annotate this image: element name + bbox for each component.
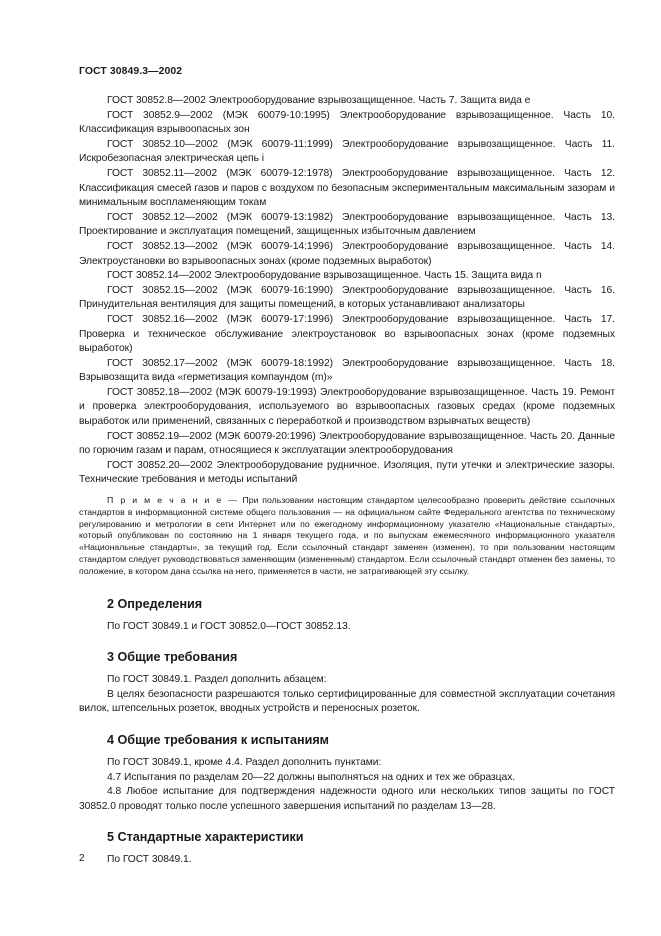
ref-item: ГОСТ 30852.18—2002 (МЭК 60079-19:1993) Электрооборудование взрывозащищенное. Часть 19. Ремонт и проверка электрооборудования, используемого во взрывоопасных газовых средах (кроме подземных выработок или применений, связанных с переработкой и производством взрывчатых веществ) — [79, 386, 615, 428]
ref-item: ГОСТ 30852.13—2002 (МЭК 60079-14:1996) Электрооборудование взрывозащищенное. Часть 14. Электроустановки во взрывоопасных зонах (кроме подземных выработок) — [79, 240, 615, 267]
document-header: ГОСТ 30849.3—2002 — [79, 66, 183, 77]
ref-item: ГОСТ 30852.9—2002 (МЭК 60079-10:1995) Электрооборудование взрывозащищенное. Часть 10. Классификация взрывоопасных зон — [79, 109, 615, 136]
section-4-text: 4.8 Любое испытание для подтверждения надежности одного или нескольких типов защиты по ГОСТ 30852.0 проводят только после успешного завершения испытаний по разделам 13—28. — [79, 786, 615, 812]
section-4-text: По ГОСТ 30849.1, кроме 4.4. Раздел дополнить пунктами: — [107, 756, 382, 768]
page-number: 2 — [79, 853, 85, 864]
section-4-title: 4 Общие требования к испытаниям — [107, 732, 329, 747]
ref-item: ГОСТ 30852.8—2002 Электрооборудование взрывозащищенное. Часть 7. Защита вида е — [107, 95, 531, 106]
section-3-title: 3 Общие требования — [107, 650, 238, 665]
ref-item: ГОСТ 30852.20—2002 Электрооборудование рудничное. Изоляция, пути утечки и электрические зазоры. Технические требования и методы испытаний — [79, 459, 615, 486]
ref-item: ГОСТ 30852.16—2002 (МЭК 60079-17:1996) Электрооборудование взрывозащищенное. Часть 17. Проверка и техническое обслуживание электроустановок во взрывоопасных зонах (кроме подземных выработок) — [79, 313, 615, 355]
ref-item: ГОСТ 30852.14—2002 Электрооборудование взрывозащищенное. Часть 15. Защита вида n — [107, 270, 542, 282]
ref-item: ГОСТ 30852.15—2002 (МЭК 60079-16:1990) Электрооборудование взрывозащищенное. Часть 16. Принудительная вентиляция для защиты помещений, в которых устанавливают анализаторы — [79, 284, 615, 311]
section-3-text: По ГОСТ 30849.1. Раздел дополнить абзацем: — [107, 674, 327, 686]
ref-item: ГОСТ 30852.17—2002 (МЭК 60079-18:1992) Электрооборудование взрывозащищенное. Часть 18. Взрывозащита вида «герметизация компаундом (m)» — [79, 357, 615, 384]
section-2-text: По ГОСТ 30849.1 и ГОСТ 30852.0—ГОСТ 30852.13. — [107, 620, 351, 632]
ref-item: ГОСТ 30852.10—2002 (МЭК 60079-11:1999) Электрооборудование взрывозащищенное. Часть 11. Искробезопасная электрическая цепь i — [79, 138, 615, 165]
ref-item: ГОСТ 30852.11—2002 (МЭК 60079-12:1978) Электрооборудование взрывозащищенное. Часть 12. Классификация смесей газов и паров с воздухом по безопасным экспериментальным максимальным зазорам и минимальным воспламеняющим токам — [79, 167, 615, 209]
section-2-title: 2 Определения — [107, 596, 203, 611]
page-body — [79, 94, 615, 868]
note — [79, 495, 615, 578]
section-5-title: 5 Стандартные характеристики — [107, 830, 304, 845]
ref-item: ГОСТ 30852.19—2002 (МЭК 60079-20:1996) Электрооборудование взрывозащищенное. Часть 20. Данные по горючим газам и парам, относящиеся к эксплуатации электрооборудования — [79, 430, 615, 457]
note-text: При пользовании настоящим стандартом целесообразно проверить действие ссылочных стандартов в информационной системе общего пользования — на официальном сайте Федерального агентства по техническому регулированию и метрологии в сети Интернет или по ежегодному информационному указателю «Национальные стандарты», который опубликован по состоянию на 1 января текущего года, и по выпускам ежемесячного информационного указателя «Национальные стандарты», за текущий год. Если ссылочный стандарт заменен (изменен), то при пользовании настоящим стандартом следует руководствоваться заменяющим (измененным) стандартом. Если ссылочный стандарт отменен без замены, то положение, в котором дана ссылка на него, применяется в части, не затрагивающей эту ссылку. — [79, 495, 615, 576]
section-5-text: По ГОСТ 30849.1. — [107, 854, 192, 866]
section-3-text: В целях безопасности разрешаются только сертифицированные для совместной эксплуатации сочетания вилок, штепсельных розеток, вводных устройств и переносных розеток. — [79, 688, 615, 715]
note-label: П р и м е ч а н и е — — [107, 495, 239, 506]
ref-item: ГОСТ 30852.12—2002 (МЭК 60079-13:1982) Электрооборудование взрывозащищенное. Часть 13. Проектирование и эксплуатация помещений, защищенных избыточным давлением — [79, 211, 615, 238]
section-4-text: 4.7 Испытания по разделам 20—22 должны выполняться на одних и тех же образцах. — [107, 771, 516, 783]
